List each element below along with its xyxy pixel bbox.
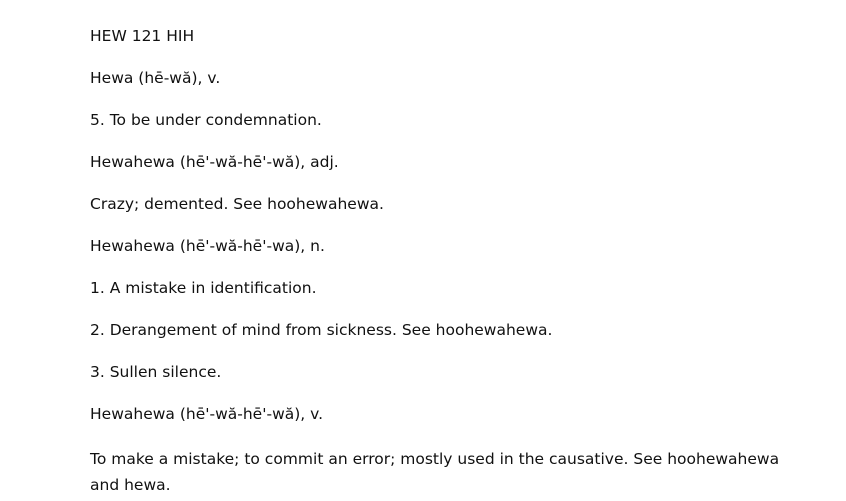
definition-line: 5. To be under condemnation. — [90, 111, 322, 129]
headword-hewahewa-adj: Hewahewa (hē'-wă-hē'-wă), adj. — [90, 153, 339, 171]
definition-line: 2. Derangement of mind from sickness. See hoohewahewa. — [90, 321, 553, 339]
definition-line: 3. Sullen silence. — [90, 363, 222, 381]
definition-line: Crazy; demented. See hoohewahewa. — [90, 195, 384, 213]
headword-hewahewa-verb: Hewahewa (hē'-wă-hē'-wă), v. — [90, 405, 324, 423]
headword-hewahewa-noun: Hewahewa (hē'-wă-hē'-wa), n. — [90, 237, 325, 255]
definition-line: To make a mistake; to commit an error; mostly used in the causative. See hoohewahewa and hewa. — [90, 450, 780, 494]
dictionary-content — [90, 26, 790, 498]
page-header: HEW 121 HIH — [90, 27, 195, 45]
definition-line: 1. A mistake in identification. — [90, 279, 317, 297]
headword-hewa-verb: Hewa (hē-wă), v. — [90, 69, 221, 87]
